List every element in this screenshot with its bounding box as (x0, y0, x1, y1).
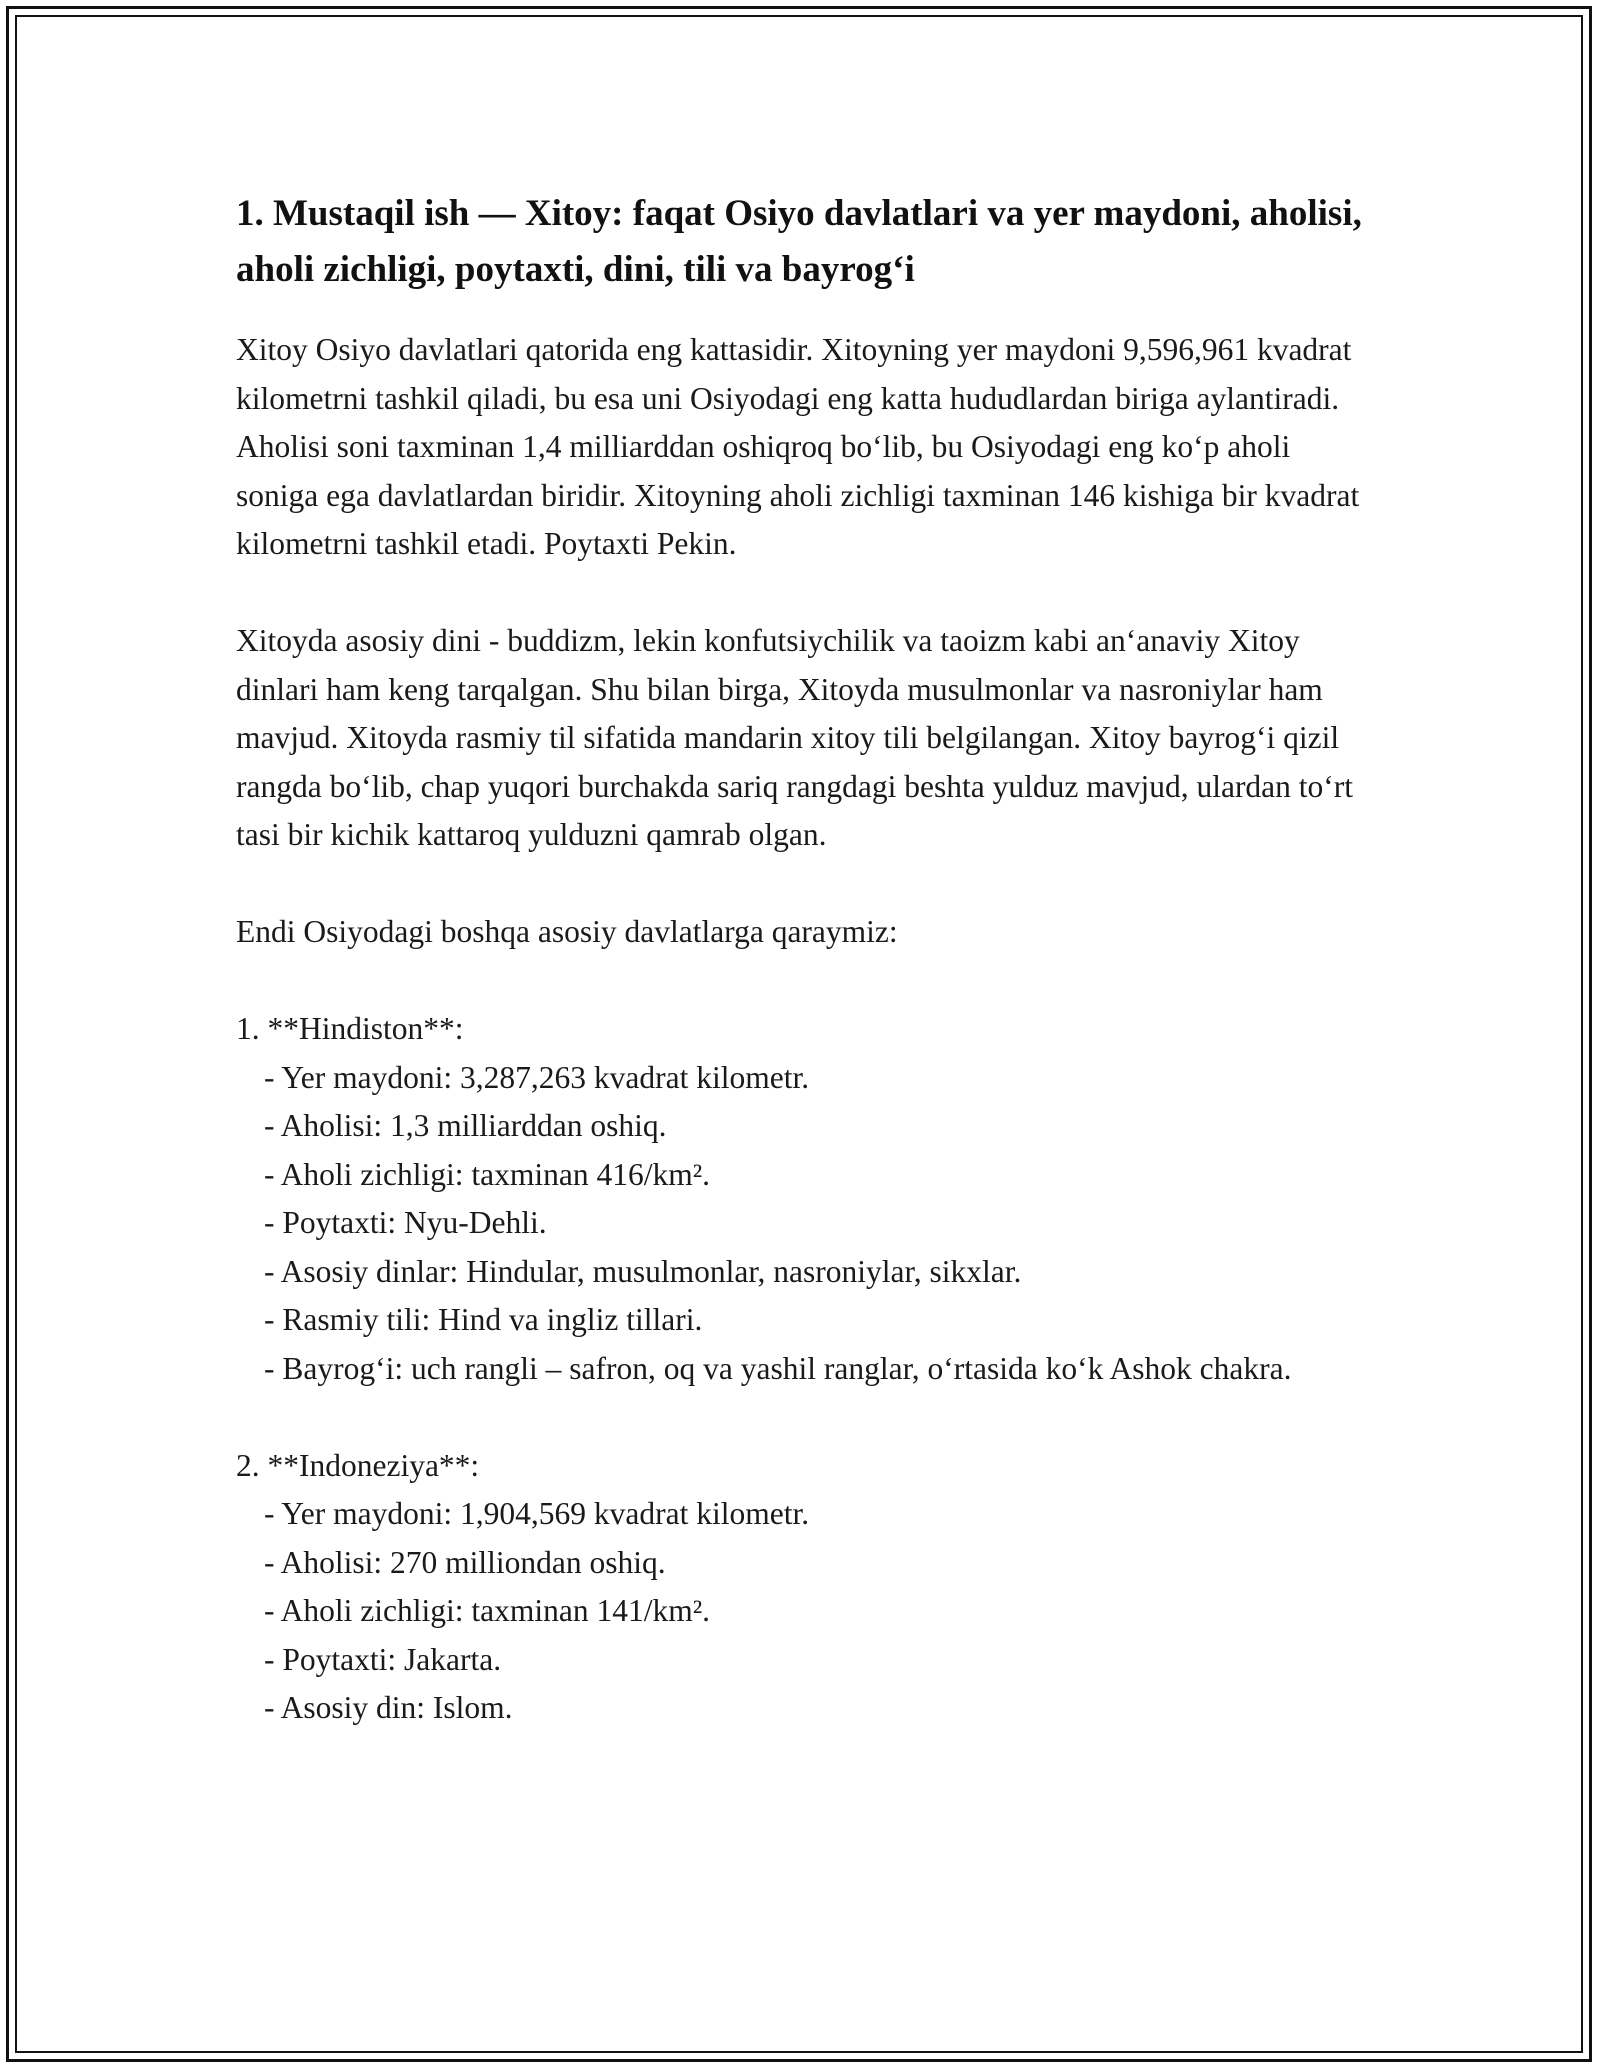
document-body (236, 186, 1366, 1733)
spacer (236, 569, 1366, 618)
list-item: - Rasmiy tili: Hind va ingliz tillari. (264, 1302, 703, 1337)
country-section-indonesia (236, 1442, 1366, 1733)
country-heading: 1. **Hindiston**: (236, 1011, 464, 1046)
list-item: - Poytaxti: Jakarta. (264, 1641, 502, 1677)
list-item: - Asosiy dinlar: Hindular, musulmonlar, nasroniylar, sikxlar. (264, 1253, 1022, 1289)
country-section-india (236, 1005, 1366, 1393)
country-heading: 2. **Indoneziya**: (236, 1447, 480, 1483)
paragraph-china-religion: Xitoyda asosiy dini - buddizm, lekin konfutsiychilik va taoizm kabi an‘anaviy Xitoy dinlari ham keng tarqalgan. Shu bilan birga, Xitoyda musulmonlar va nasroniylar ham mavjud. Xitoyda rasmiy til sifatida mandarin xitoy tili belgilangan. Xitoy bayrog‘i qizil rangda bo‘lib, chap yuqori burchakda sariq rangdagi beshta yulduz mavjud, ulardan to‘rt tasi bir kichik kattaroq yulduzni qamrab olgan. (236, 623, 1354, 852)
spacer (236, 957, 1366, 1006)
list-item: - Yer maydoni: 1,904,569 kvadrat kilometr. (264, 1496, 810, 1531)
paragraph-china-overview: Xitoy Osiyo davlatlari qatorida eng kattasidir. Xitoyning yer maydoni 9,596,961 kvadrat kilometrni tashkil qiladi, bu esa uni Osiyodagi eng katta hududlardan biriga aylantiradi. Aholisi soni taxminan 1,4 milliarddan oshiqroq bo‘lib, bu Osiyodagi eng ko‘p aholi soniga ega davlatlardan biridir. Xitoyning aholi zichligi taxminan 146 kishiga bir kvadrat kilometrni tashkil etadi. Poytaxti Pekin. (236, 332, 1360, 561)
list-item: - Aholi zichligi: taxminan 416/km². (264, 1156, 711, 1192)
paragraph-intro-others: Endi Osiyodagi boshqa asosiy davlatlarga qaraymiz: (236, 914, 898, 949)
spacer (236, 1393, 1366, 1442)
document-title: 1. Mustaqil ish — Xitoy: faqat Osiyo davlatlari va yer maydoni, aholisi, aholi zichligi, poytaxti, dini, tili va bayrog‘i (236, 193, 1362, 290)
list-item: - Aholi zichligi: taxminan 141/km². (264, 1593, 711, 1628)
list-item: - Poytaxti: Nyu-Dehli. (264, 1205, 547, 1240)
list-item: - Asosiy din: Islom. (264, 1690, 513, 1725)
spacer (236, 860, 1366, 909)
list-item: - Bayrog‘i: uch rangli – safron, oq va yashil ranglar, o‘rtasida ko‘k Ashok chakra. (264, 1350, 1292, 1386)
list-item: - Aholisi: 1,3 milliarddan oshiq. (264, 1108, 667, 1143)
list-item: - Aholisi: 270 milliondan oshiq. (264, 1544, 666, 1580)
list-item: - Yer maydoni: 3,287,263 kvadrat kilometr. (264, 1059, 810, 1095)
